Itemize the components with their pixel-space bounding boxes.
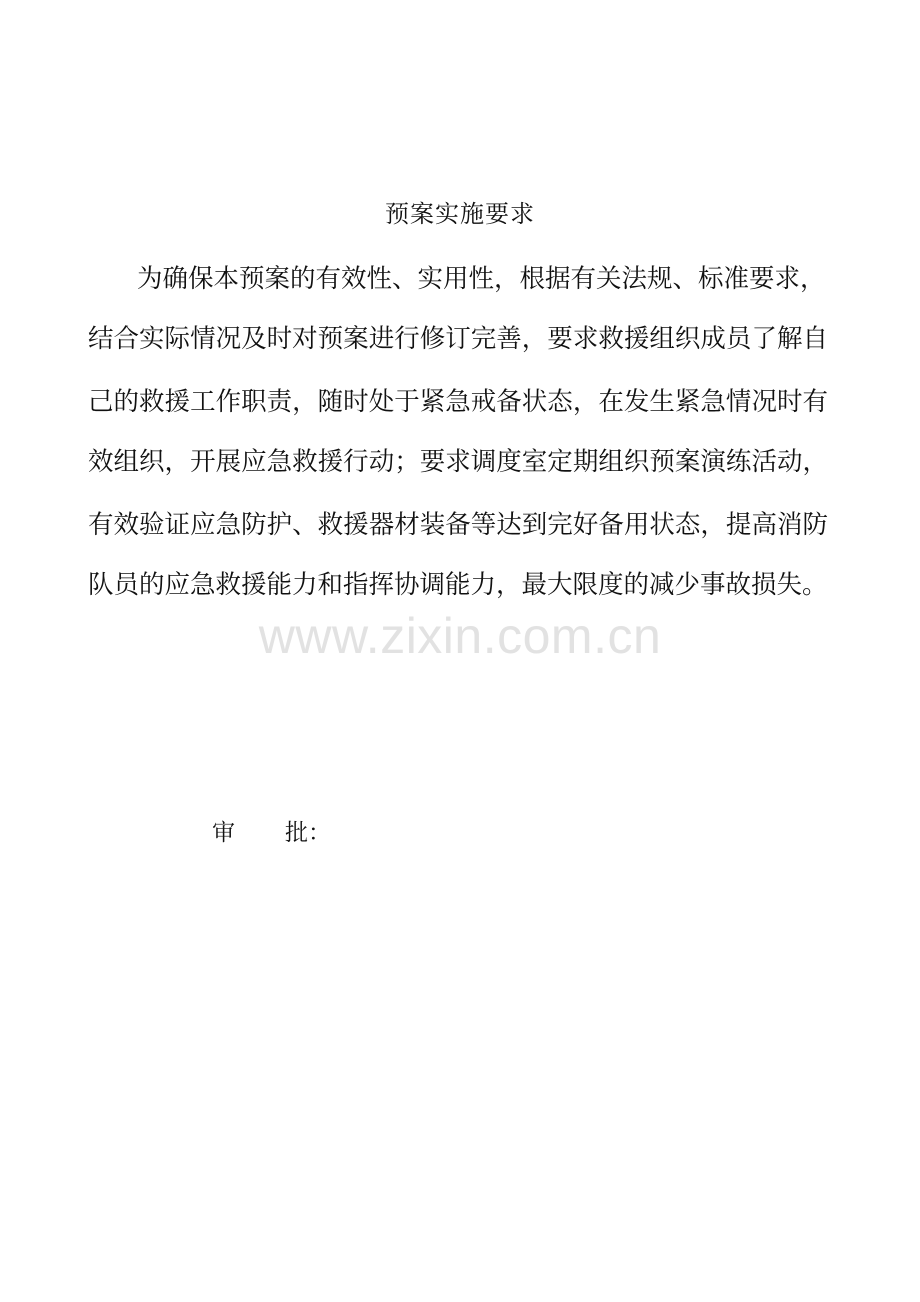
approval-label-char-1: 审: [212, 820, 235, 846]
paragraph-line-5: 有效验证应急防护、救援器材装备等达到完好备用状态，提高消防: [88, 510, 828, 540]
watermark-text: www.zixin.com.cn: [258, 608, 662, 664]
approval-field: [212, 817, 331, 849]
paragraph-line-6: 队员的应急救援能力和指挥协调能力，最大限度的减少事故损失。: [88, 570, 828, 600]
paragraph-line-2: 结合实际情况及时对预案进行修订完善，要求救援组织成员了解自: [88, 324, 828, 354]
paragraph-line-1: 为确保本预案的有效性、实用性，根据有关法规、标准要求，: [137, 264, 826, 294]
paragraph-line-4: 效组织，开展应急救援行动；要求调度室定期组织预案演练活动，: [88, 447, 828, 477]
document-title: 预案实施要求: [385, 200, 535, 228]
paragraph-line-3: 己的救援工作职责，随时处于紧急戒备状态，在发生紧急情况时有: [88, 387, 828, 417]
approval-label-char-2: 批：: [285, 820, 331, 846]
